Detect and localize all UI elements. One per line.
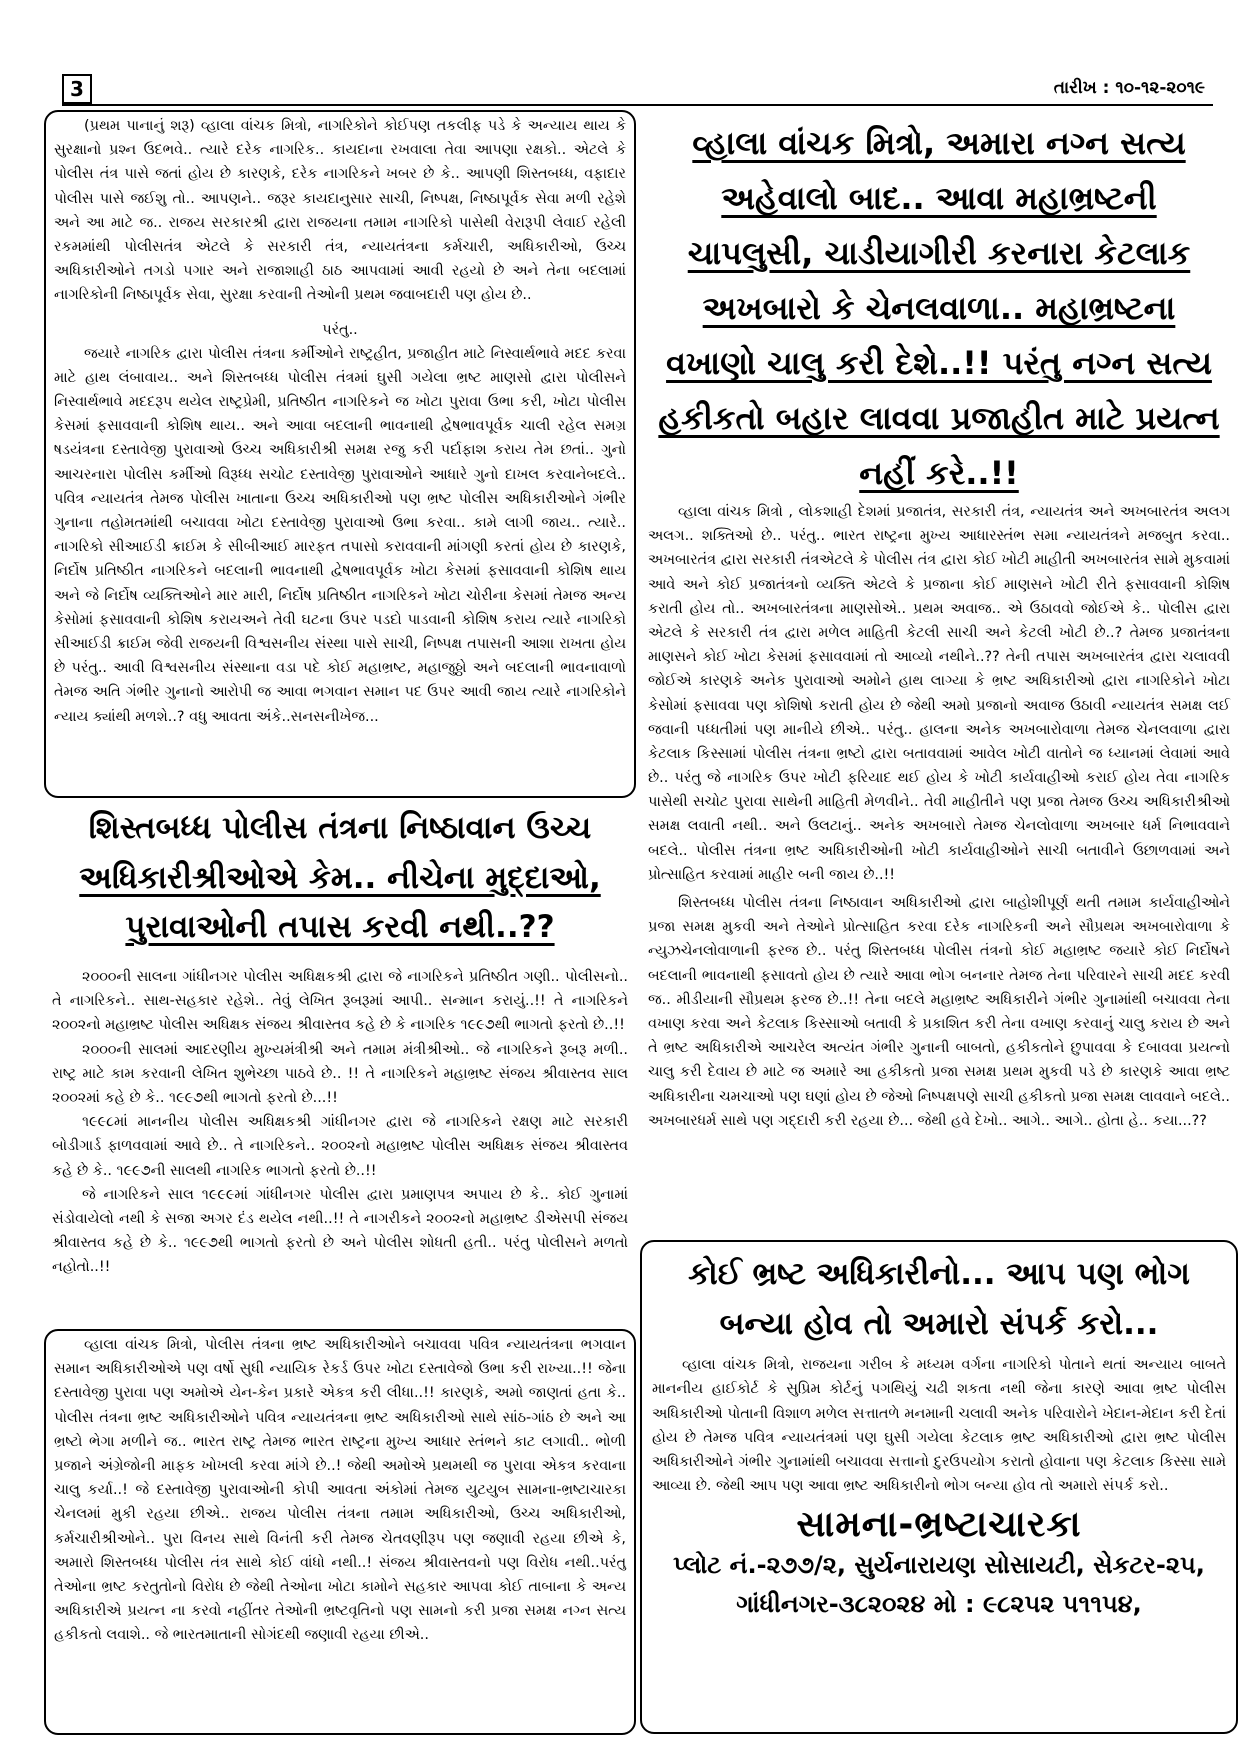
issue-date: તારીખ : ૧૦-૧૨-૨૦૧૯ — [1053, 78, 1205, 98]
header-rule — [62, 104, 1213, 106]
intro-paragraph: (પ્રથમ પાનાનું શરૂ) વ્હાલા વાંચક મિત્રો, નાગરિકોને કોઈપણ તકલીફ પડે કે અન્યાય થાય કે સુરક્ષાનો પ્રશ્ન ઉદભવે.. ત્યારે દરેક નાગરિક.. કાયદાના રખવાલા તેવા આપણા રક્ષકો.. એટલે કે પોલીસ તંત્ર પાસે જતાં હોય છે કારણકે, દરેક નાગરિકને ખબર છે કે.. આપણી શિસ્તબધ્ધ, વફાદાર પોલીસ પાસે જઈશુ તો.. આપણને.. જરૂર કાયદાનુસાર સાચી, નિષ્પક્ષ, નિષ્ઠાપૂર્વક સેવા મળી રહેશે અને આ માટે જ.. રાજય સરકારશ્રી દ્વારા રાજયના તમામ નાગરિકો પાસેથી વેરારૂપી લેવાઈ રહેલી રકમમાંથી પોલીસતંત્ર એટલે કે સરકારી તંત્ર, ન્યાયતંત્રના કર્મચારી, અધિકારીઓ, ઉચ્ચ અધિકારીઓને તગડો પગાર અને રાજાશાહી ઠાઠ આપવામાં આવી રહયો છે અને તેના બદલામાં નાગરિકોની નિષ્ઠાપૂર્વક સેવા, સુરક્ષા કરવાની તેઓની પ્રથમ જવાબદારી પણ હોય છે.. — [54, 118, 626, 304]
intro-article-box — [44, 110, 636, 798]
right-headline-line-1: વ્હાલા વાંચક મિત્રો, અમારા નગ્ન સત્ય — [692, 124, 1186, 162]
contact-headline-1: કોઈ ભ્રષ્ટ અધિકારીનો... આપ પણ ભોગ — [688, 1256, 1190, 1292]
address-line-2: ગાંધીનગર-૩૮૨૦૨૪ મો : ૯૮૨૫૨ ૫૧૧૫૪, — [736, 1589, 1142, 1618]
right-body-paragraph-1: વ્હાલા વાંચક મિત્રો , લોકશાહી દેશમાં પ્રજાતંત્ર, સરકારી તંત્ર, ન્યાયતંત્ર અને અખબારતંત્ર અલગ અલગ.. શક્તિઓ છે.. પરંતુ.. ભારત રાષ્ટ્રના મુખ્ય આધારસ્તંભ સમા ન્યાયતંત્રને મજબુત કરવા.. અખબારતંત્ર દ્વારા સરકારી તંત્રએટલે કે પોલીસ તંત્ર દ્વારા કોઈ ખોટી માહીતી અખબારતંત્ર સામે મુકવામાં આવે અને કોઈ પ્રજાતંત્રનો વ્યક્તિ એટલે કે પ્રજાના કોઈ માણસને ખોટી રીતે ફસાવવાની કોશિષ કરાતી હોય તો.. અખબારતંત્રના માણસોએ.. પ્રથમ અવાજ.. એ ઉઠાવવો જોઈએ કે.. પોલીસ દ્વારા એટલે કે સરકારી તંત્ર દ્વારા મળેલ માહિતી કેટલી સાચી અને કેટલી ખોટી છે..? તેમજ પ્રજાતંત્રના માણસને કોઈ ખોટા કેસમાં ફસાવવામાં તો આવ્યો નથીને..?? તેની તપાસ અખબારતંત્ર દ્વારા ચલાવવી જોઈએ કારણકે અનેક પુરાવાઓ અમોને હાથ લાગ્યા કે ભ્રષ્ટ અધિકારીઓ દ્વારા નાગરિકોને ખોટા કેસોમાં ફસાવવા પણ કોશિષો કરાતી હોય છે જેથી અમો પ્રજાનો અવાજ ઉઠાવી ન્યાયતંત્ર સમક્ષ લઈ જવાની પધ્ધતીમાં પણ માનીયે છીએ.. પરંતુ.. હાલના અનેક અખબારોવાળા તેમજ ચેનલવાળા દ્વારા કેટલાક કિસ્સામાં પોલીસ તંત્રના ભ્રષ્ટો દ્વારા બતાવવામાં આવેલ ખોટી વાતોને જ ધ્યાનમાં લેવામાં આવે છે.. પરંતુ જે નાગરિક ઉપર ખોટી ફરિયાદ થઈ હોય કે ખોટી કાર્યવાહીઓ કરાઈ હોય તેવા નાગરિક પાસેથી સચોટ પુરાવા સાથેની માહિતી મેળવીને.. તેવી માહીતીને પણ પ્રજા તેમજ ઉચ્ચ અધિકારીશ્રીઓ સમક્ષ લવાતી નથી.. અને ઉલટાનું.. અનેક અખબારો તેમજ ચેનલોવાળા અખબાર ધર્મ નિભાવવાને બદલે.. પોલીસ તંત્રના ભ્રષ્ટ અધિકારીઓની ખોટી કાર્યવાહીઓને સાચી બતાવીને ઉછાળવામાં અને પ્રોત્સાહિત કરવામાં માહીર બની જાય છે..!! — [648, 504, 1230, 883]
left-headline-line-3: પુરાવાઓની તપાસ કરવી નથી..?? — [125, 909, 555, 946]
left-body-paragraph-2: ૨૦૦૦ની સાલમાં આદરણીય મુખ્યમંત્રીશ્રી અને તમામ મંત્રીશ્રીઓ.. જે નાગરિકને રૂબરૂ મળી.. રાષ્ટ્ર માટે કામ કરવાની લેખિત શુભેચ્છા પાઠવે છે.. !! તે નાગરિકને મહાભ્રષ્ટ સંજય શ્રીવાસ્તવ સાલ ૨૦૦૨માં કહે છે કે.. ૧૯૯૭થી ભાગતો ફરતો છે...!! — [52, 1041, 628, 1106]
left-body-paragraph-1: ૨૦૦૦ની સાલના ગાંધીનગર પોલીસ અધિક્ષકશ્રી દ્વારા જે નાગરિકને પ્રતિષ્ઠીત ગણી.. પોલીસનો.. તે નાગરિકને.. સાથ-સહકાર રહેશે.. તેવું લેખિત રૂબરૂમાં આપી.. સન્માન કરાયું..!! તે નાગરિકને ૨૦૦૨નો મહાભ્રષ્ટ પોલીસ અધિક્ષક સંજય શ્રીવાસ્તવ કહે છે કે નાગરિક ૧૯૯૭થી ભાગતો ફરતો છે..!! — [52, 969, 628, 1034]
contact-headline-2: બન્યા હોવ તો અમારો સંપર્ક કરો... — [719, 1305, 1159, 1342]
right-headline-line-3: ચાપલુસી, ચાડીયાગીરી કરનારા કેટલાક — [687, 234, 1191, 273]
contact-body: વ્હાલા વાંચક મિત્રો, રાજયના ગરીબ કે મધ્યમ વર્ગના નાગરિકો પોતાને થતાં અન્યાય બાબતે માનનીય હાઈકોર્ટ કે સુપ્રિમ કોર્ટનું પગથિયું ચઢી શકતા નથી જેના કારણે આવા ભ્રષ્ટ પોલીસ અધિકારીઓ પોતાની વિશાળ મળેલ સત્તાતળે મનમાની ચલાવી અનેક પરિવારોને ખેદાન-મેદાન કરી દેતાં હોય છે તેમજ પવિત્ર ન્યાયતંત્રમાં પણ ઘુસી ગયેલા કેટલાક ભ્રષ્ટ અધિકારીઓ દ્વારા ભ્રષ્ટ પોલીસ અધિકારીઓને ગંભીર ગુનામાંથી બચાવવા સત્તાનો દુરઉપયોગ કરાતો હોવાના પણ કેટલાક કિસ્સા સામે આવ્યા છે. જેથી આપ પણ આવા ભ્રષ્ટ અધિકારીનો ભોગ બન્યા હોવ તો અમારો સંપર્ક કરો.. — [652, 1357, 1226, 1495]
appeal-article-box — [44, 1329, 636, 1735]
intro-subheading: પરંતુ.. — [322, 321, 358, 338]
contact-box — [640, 1240, 1238, 1734]
left-article-body — [44, 965, 636, 1279]
right-headline-line-2: અહેવાલો બાદ.. આવા મહાભ્રષ્ટની — [721, 179, 1157, 218]
appeal-paragraph: વ્હાલા વાંચક મિત્રો, પોલીસ તંત્રના ભ્રષ્ટ અધિકારીઓને બચાવવા પવિત્ર ન્યાયતંત્રના ભગવાન સમાન અધિકારીઓએ પણ વર્ષો સુધી ન્યાયિક રેકર્ડ ઉપર ખોટા દસ્તાવેજો ઉભા કરી રાખ્યા..!! જેના દસ્તાવેજી પુરાવા પણ અમોએ યેન-કેન પ્રકારે એકત્ર કરી લીધા..!! કારણકે, અમો જાણતાં હતા કે.. પોલીસ તંત્રના ભ્રષ્ટ અધિકારીઓને પવિત્ર ન્યાયતંત્રના ભ્રષ્ટ અધિકારીઓ સાથે સાંઠ-ગાંઠ છે અને આ ભ્રષ્ટો ભેગા મળીને જ.. ભારત રાષ્ટ્ર તેમજ ભારત રાષ્ટ્રના મુખ્ય આધાર સ્તંભને કાટ લગાવી.. ભોળી પ્રજાને અંગ્રેજોની માફક ખોખલી કરવા માંગે છે..! જેથી અમોએ પ્રથમથી જ પુરાવા એકત્ર કરવાના ચાલુ કર્યા..! જે દસ્તાવેજી પુરાવાઓની કોપી આવતા અંકોમાં તેમજ યુટયુબ સામના-ભ્રષ્ટાચારકા ચેનલમાં મુકી રહયા છીએ.. રાજય પોલીસ તંત્રના તમામ અધિકારીઓ, ઉચ્ચ અધિકારીઓ, કર્મચારીશ્રીઓને.. પુરા વિનય સાથે વિનંતી કરી તેમજ ચેતવણીરૂપ પણ જણાવી રહયા છીએ કે, અમારો શિસ્તબધ્ધ પોલીસ તંત્ર સાથે કોઈ વાંધો નથી..! સંજય શ્રીવાસ્તવનો પણ વિરોધ નથી..પરંતુ તેઓના ભ્રષ્ટ કરતુતોનો વિરોધ છે જેથી તેઓના ખોટા કામોને સહકાર આપવા કોઈ તાબાના કે અન્ય અધિકારીએ પ્રયત્ન ના કરવો નહીંતર તેઓની ભ્રષ્ટવૃતિનો પણ સામનો કરી પ્રજા સમક્ષ નગ્ન સત્ય હકીકતો લવાશે.. જે ભારતમાતાની સોગંદથી જણાવી રહયા છીએ.. — [54, 1337, 626, 1644]
intro-paragraph-2: જયારે નાગરિક દ્વારા પોલીસ તંત્રના કર્મીઓને રાષ્ટ્રહીત, પ્રજાહીત માટે નિસ્વાર્થભાવે મદદ કરવા માટે હાથ લંબાવાય.. અને શિસ્તબધ્ધ પોલીસ તંત્રમાં ઘુસી ગયેલા ભ્રષ્ટ માણસો દ્વારા પોલીસને નિસ્વાર્થભાવે મદદરૂપ થયેલ રાષ્ટ્રપ્રેમી, પ્રતિષ્ઠીત નાગરિકને જ ખોટા પુરાવા ઉભા કરી, ખોટા પોલીસ કેસમાં ફસાવવાની કોશિષ થાય.. અને આવા બદલાની ભાવનાથી દ્વેષભાવપૂર્વક ચાલી રહેલ સમગ્ર ષડયંત્રના દસ્તાવેજી પુરાવાઓ ઉચ્ચ અધિકારીશ્રી સમક્ષ રજુ કરી પર્દાફાશ કરાય તેમ છતાં.. ગુનો આચરનારા પોલીસ કર્મીઓ વિરૂધ્ધ સચોટ દસ્તાવેજી પુરાવાઓને આધારે ગુનો દાખલ કરવાનેબદલે.. પવિત્ર ન્યાયતંત્ર તેમજ પોલીસ ખાતાના ઉચ્ચ અધિકારીઓ પણ ભ્રષ્ટ પોલીસ અધિકારીઓને ગંભીર ગુનાના તહોમતમાંથી બચાવવા ખોટા દસ્તાવેજી પુરાવાઓ ઉભા કરવા.. કામે લાગી જાય.. ત્યારે.. નાગરિકો સીઆઈડી ક્રાઈમ કે સીબીઆઈ મારફત તપાસો કરાવવાની માંગણી કરતાં હોય છે કારણકે, નિર્દોષ પ્રતિષ્ઠીત નાગરિકને બદલાની ભાવનાથી દ્વેષભાવપૂર્વક ખોટા કેસમાં ફસાવવાની કોશિષ થાય અને જે નિર્દોષ વ્યક્તિઓને માર મારી, નિર્દોષ પ્રતિષ્ઠીત નાગરિકને ખોટા ચોરીના કેસમાં તેમજ અન્ય કેસોમાં ફસાવવાની કોશિષ કરાયઅને તેવી ઘટના ઉપર પડદો પાડવાની કોશિષ કરાય ત્યારે નાગરિકો સીઆઈડી ક્રાઈમ જેવી રાજયની વિશ્વસનીય સંસ્થા પાસે સાચી, નિષ્પક્ષ તપાસની આશા રાખતા હોય છે પરંતુ.. આવી વિશ્વસનીય સંસ્થાના વડા પદે કોઈ મહાભ્રષ્ટ, મહાજુઠ્ઠો અને બદલાની ભાવનાવાળો તેમજ અતિ ગંભીર ગુનાનો આરોપી જ આવા ભગવાન સમાન પદ ઉપર આવી જાય ત્યારે નાગરિકોને ન્યાય ક્યાંથી મળશે..? વધુ આવતા અંકે..સનસનીખેજ... — [54, 345, 626, 725]
right-headline-line-6: હકીકતો બહાર લાવવા પ્રજાહીત માટે પ્રયત્ન — [658, 399, 1220, 438]
right-article-body — [640, 500, 1238, 1133]
left-headline-line-1: શિસ્તબધ્ધ પોલીસ તંત્રના નિષ્ઠાવાન ઉચ્ચ — [88, 810, 592, 846]
page-number: 3 — [62, 74, 92, 104]
right-body-paragraph-2: શિસ્તબધ્ધ પોલીસ તંત્રના નિષ્ઠાવાન અધિકારીઓ દ્વારા બાહોશીપૂર્ણ થતી તમામ કાર્યવાહીઓને પ્રજા સમક્ષ મુકવી અને તેઓને પ્રોત્સાહિત કરવા દરેક નાગરિકની અને સૌપ્રથમ અખબારોવાળા કે ન્યુઝચેનલોવાળાની ફરજ છે.. પરંતુ શિસ્તબધ્ધ પોલીસ તંત્રનો કોઈ મહાભ્રષ્ટ જયારે કોઈ નિર્દોષને બદલાની ભાવનાથી ફસાવતો હોય છે ત્યારે આવા ભોગ બનનાર તેમજ તેના પરિવારને સાચી મદદ કરવી જ.. મીડીયાની સૌપ્રથમ ફરજ છે..!! તેના બદલે મહાભ્રષ્ટ અધિકારીને ગંભીર ગુનામાંથી બચાવવા તેના વખાણ કરવા અને કેટલાક કિસ્સાઓ બતાવી કે પ્રકાશિત કરી તેના વખાણ કરવાનું ચાલુ કરાય છે અને તે ભ્રષ્ટ અધિકારીએ આચરેલ અત્યંત ગંભીર ગુનાની બાબતો, હકીકતોને છુપાવવા કે દબાવવા પ્રયત્નો ચાલુ કરી દેવાય છે માટે જ અમારે આ હકીકતો પ્રજા સમક્ષ પ્રથમ મુકવી પડે છે કારણકે આવા ભ્રષ્ટ અધિકારીના ચમચાઓ પણ ઘણાં હોય છે જેઓ નિષ્પક્ષપણે સાચી હકીકતો પ્રજા સમક્ષ લાવવાને બદલે.. અખબારધર્મ સાથે પણ ગદ્દારી કરી રહયા છે... જેથી હવે દેખો.. આગે.. આગે.. હોતા હે.. કયા...?? — [648, 895, 1230, 1129]
right-headline-line-5: વખાણો ચાલુ કરી દેશે..!! પરંતુ નગ્ન સત્ય — [666, 344, 1212, 383]
publisher-name: સામના-ભ્રષ્ટાચારકા — [796, 1504, 1082, 1546]
address-line-1: પ્લોટ નં.-૨૭૭/૨, સુર્યનારાયણ સોસાયટી, સેકટર-૨૫, — [673, 1551, 1205, 1580]
left-headline — [44, 804, 636, 953]
right-headline-line-4: અખબારો કે ચેનલવાળા.. મહાભ્રષ્ટના — [702, 289, 1176, 328]
right-headline-line-7: નહીં કરે..!! — [859, 454, 1019, 493]
right-headline — [640, 116, 1238, 501]
left-body-paragraph-3: ૧૯૯૮માં માનનીય પોલીસ અધિક્ષકશ્રી ગાંધીનગર દ્વારા જે નાગરિકને રક્ષણ માટે સરકારી બોડીગાર્ડ ફાળવવામાં આવે છે.. તે નાગરિકને.. ૨૦૦૨નો મહાભ્રષ્ટ પોલીસ અધિક્ષક સંજય શ્રીવાસ્તવ કહે છે કે.. ૧૯૯૭ની સાલથી નાગરિક ભાગતો ફરતો છે..!! — [52, 1114, 628, 1179]
left-headline-line-2: અધિકારીશ્રીઓએ કેમ.. નીચેના મુદ્દાઓ, — [79, 859, 601, 896]
left-body-paragraph-4: જે નાગરિકને સાલ ૧૯૯૯માં ગાંધીનગર પોલીસ દ્વારા પ્રમાણપત્ર અપાય છે કે.. કોઈ ગુનામાં સંડોવાયેલો નથી કે સજા અગર દંડ થયેલ નથી..!! તે નાગરીકને ૨૦૦૨નો મહાભ્રષ્ટ ડીએસપી સંજય શ્રીવાસ્તવ કહે છે કે.. ૧૯૯૭થી ભાગતો ફરતો છે અને પોલીસ શોધતી હતી.. પરંતુ પોલીસને મળતો નહોતો..!! — [52, 1186, 628, 1276]
